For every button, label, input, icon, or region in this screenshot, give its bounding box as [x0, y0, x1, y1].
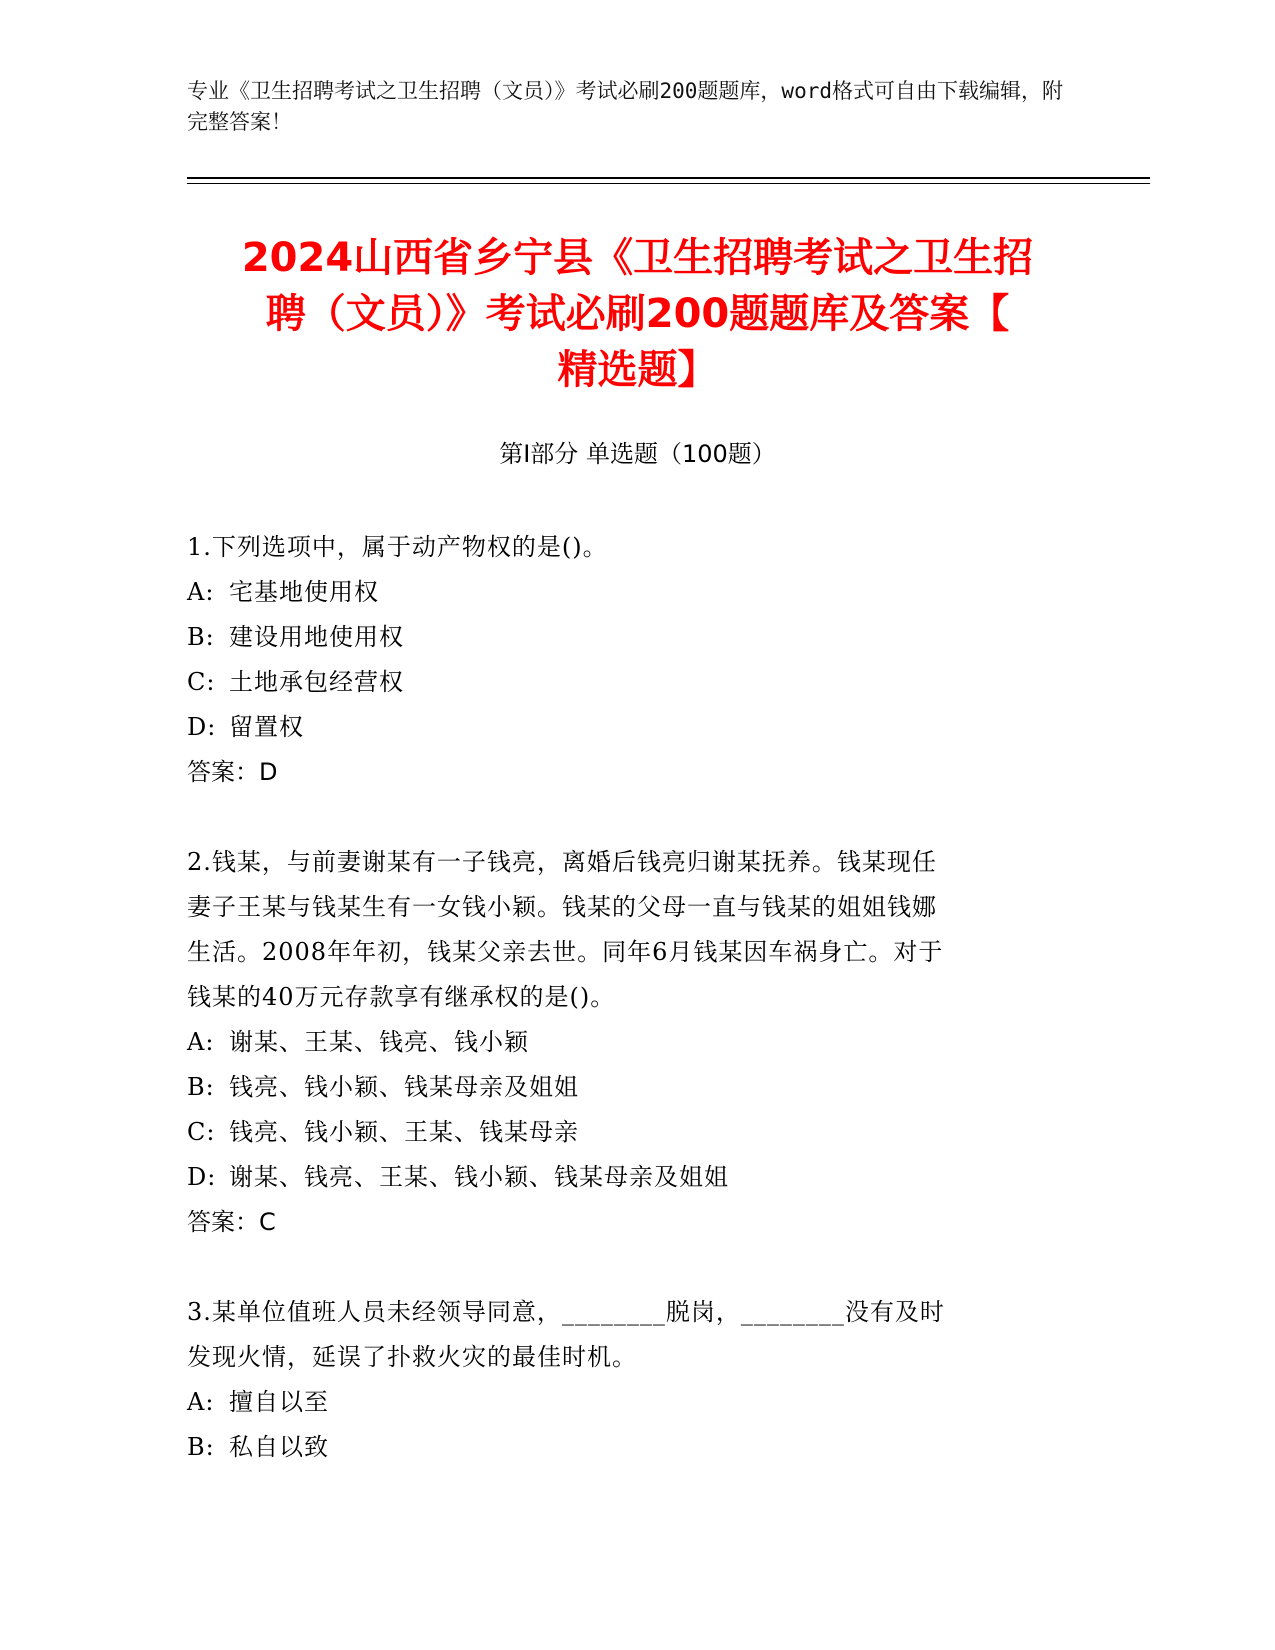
option-text: 擅自以至	[229, 1388, 329, 1416]
option-letter: C:	[187, 1118, 216, 1146]
question-option	[187, 1110, 1067, 1155]
option-text: 宅基地使用权	[229, 578, 379, 606]
document-title	[160, 230, 1115, 398]
question-option	[187, 705, 1067, 750]
question-answer: 答案：D	[187, 758, 278, 786]
section-heading: 第I部分 单选题（100题）	[499, 440, 776, 468]
header-note: 专业《卫生招聘考试之卫生招聘（文员）》考试必刷200题题库，word格式可自由下载编辑，附完整答案！	[187, 79, 1063, 134]
option-letter: B:	[187, 1433, 215, 1461]
question-option	[187, 660, 1067, 705]
option-letter: A:	[187, 1388, 215, 1416]
question-option	[187, 1380, 1067, 1425]
question-stem-line: 生活。2008年年初，钱某父亲去世。同年6月钱某因车祸身亡。对于	[187, 938, 944, 966]
question-item	[187, 840, 1067, 1245]
question-option	[187, 570, 1067, 615]
option-text: 留置权	[229, 713, 304, 741]
question-stem-line: 发现火情，延误了扑救火灾的最佳时机。	[187, 1343, 637, 1371]
option-letter: B:	[187, 623, 215, 651]
question-option	[187, 1020, 1067, 1065]
question-item	[187, 525, 1067, 795]
question-stem-line: 1.下列选项中，属于动产物权的是()。	[187, 533, 608, 561]
option-letter: C:	[187, 668, 216, 696]
header-rule-thick	[187, 177, 1150, 179]
question-option	[187, 1425, 1067, 1470]
option-text: 谢某、钱亮、王某、钱小颖、钱某母亲及姐姐	[229, 1163, 729, 1191]
title-line: 聘（文员）》考试必刷200题题库及答案【	[265, 291, 1010, 337]
question-stem-line: 妻子王某与钱某生有一女钱小颖。钱某的父母一直与钱某的姐姐钱娜	[187, 893, 937, 921]
option-text: 钱亮、钱小颖、王某、钱某母亲	[229, 1118, 579, 1146]
question-option	[187, 1155, 1067, 1200]
option-letter: B:	[187, 1073, 215, 1101]
option-text: 建设用地使用权	[229, 623, 404, 651]
question-stem-line: 2.钱某，与前妻谢某有一子钱亮，离婚后钱亮归谢某抚养。钱某现任	[187, 848, 937, 876]
question-stem-line: 3.某单位值班人员未经领导同意，________脱岗，________没有及时	[187, 1298, 945, 1326]
question-list	[187, 525, 1067, 1470]
option-text: 谢某、王某、钱亮、钱小颖	[229, 1028, 529, 1056]
question-stem-line: 钱某的40万元存款享有继承权的是()。	[187, 983, 616, 1011]
option-text: 私自以致	[229, 1433, 329, 1461]
header-rule-thin	[187, 183, 1150, 184]
question-option	[187, 615, 1067, 660]
title-line: 精选题】	[557, 347, 718, 393]
option-text: 钱亮、钱小颖、钱某母亲及姐姐	[229, 1073, 579, 1101]
option-letter: D:	[187, 713, 217, 741]
option-letter: A:	[187, 1028, 215, 1056]
question-answer: 答案：C	[187, 1208, 276, 1236]
question-option	[187, 1065, 1067, 1110]
option-letter: A:	[187, 578, 215, 606]
question-item	[187, 1290, 1067, 1470]
title-line: 2024山西省乡宁县《卫生招聘考试之卫生招	[241, 235, 1034, 281]
option-text: 土地承包经营权	[229, 668, 404, 696]
option-letter: D:	[187, 1163, 217, 1191]
